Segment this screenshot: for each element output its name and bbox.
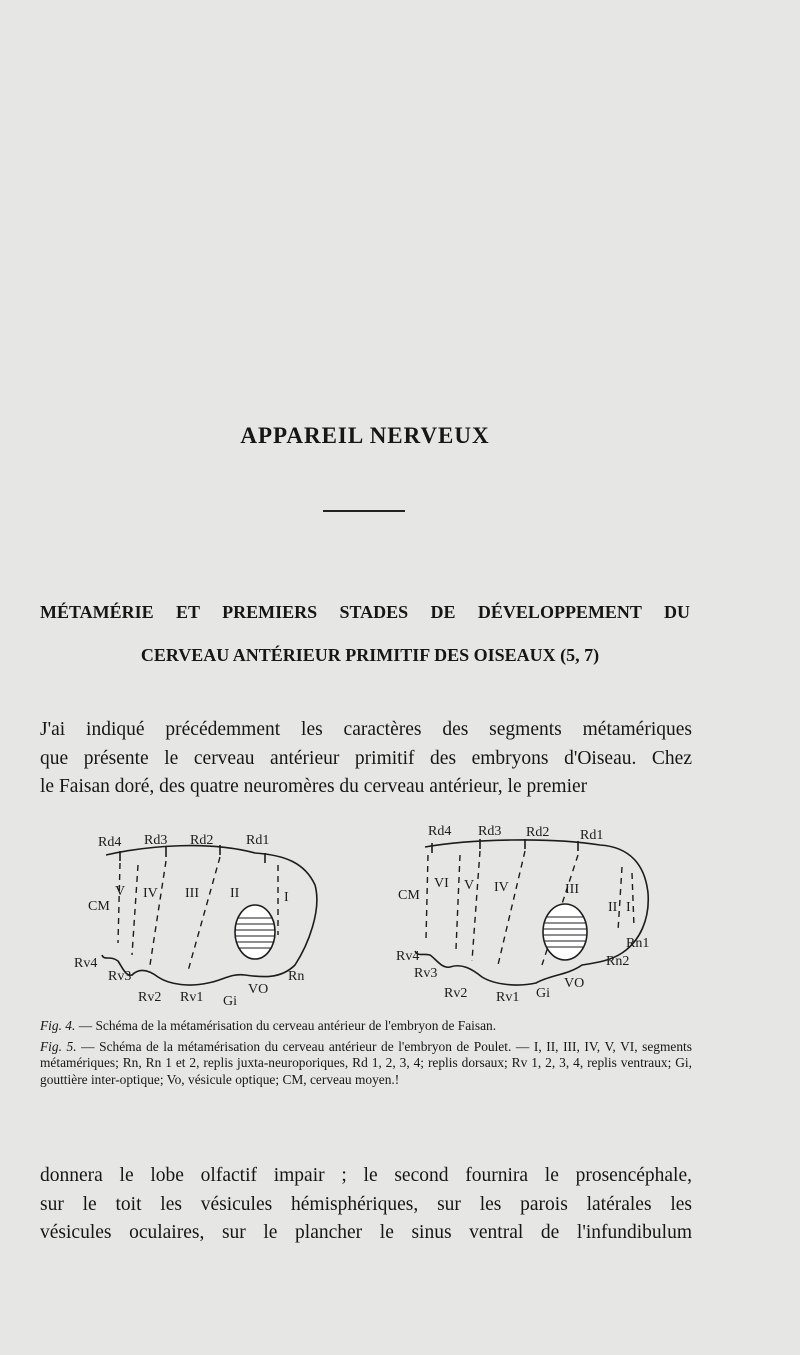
fig5-label-iv: IV bbox=[494, 880, 509, 895]
section-title-line-2: CERVEAU ANTÉRIEUR PRIMITIF DES OISEAUX (5, 7) bbox=[140, 645, 600, 665]
caption-fig-4 bbox=[40, 1018, 692, 1035]
fig4-label-rv1: Rv1 bbox=[180, 990, 204, 1005]
fig5-label-v: V bbox=[464, 878, 475, 893]
fig4-label-rd4: Rd4 bbox=[98, 835, 122, 850]
fig4-label-iii: III bbox=[185, 886, 199, 901]
fig5-label-rv2: Rv2 bbox=[444, 986, 468, 1001]
text-line: vésicules oculaires, sur le plancher le sinus ventral de l'infundibulum bbox=[40, 1222, 692, 1243]
fig5-label-gi: Gi bbox=[536, 986, 550, 1001]
fig4-label-rd2: Rd2 bbox=[190, 833, 214, 848]
fig5-label-rn1: Rn1 bbox=[626, 936, 650, 951]
text-line: que présente le cerveau antérieur primitif des embryons d'Oiseau. Chez bbox=[40, 747, 692, 769]
fig5-label-rd2: Rd2 bbox=[526, 825, 550, 840]
text-line: sur le toit les vésicules hémisphériques, sur les parois latérales les bbox=[40, 1193, 692, 1215]
fig4-label-rv3: Rv3 bbox=[108, 969, 132, 984]
paragraph-after-figures bbox=[40, 1162, 692, 1248]
fig4-label-gi: Gi bbox=[223, 994, 237, 1009]
fig5-label-rn2: Rn2 bbox=[606, 954, 630, 969]
fig5-label-ii: II bbox=[608, 900, 618, 915]
fig5-label-cm: CM bbox=[398, 888, 420, 903]
caption-fig-4-label: Fig. 4. bbox=[40, 1018, 76, 1033]
chapter-title: APPAREIL NERVEUX bbox=[240, 423, 490, 448]
fig4-label-rv4: Rv4 bbox=[74, 956, 98, 971]
fig5-label-i: I bbox=[626, 900, 631, 915]
fig5-label-rv3: Rv3 bbox=[414, 966, 438, 981]
fig4-label-v: V bbox=[115, 884, 126, 899]
fig5-label-vo: VO bbox=[564, 976, 585, 991]
fig4-label-rn: Rn bbox=[288, 969, 305, 984]
fig4-label-rd1: Rd1 bbox=[246, 833, 270, 848]
text-line: J'ai indiqué précédemment les caractères des segments métamériques bbox=[40, 719, 692, 740]
fig4-label-rv2: Rv2 bbox=[138, 990, 162, 1005]
figures-4-5 bbox=[70, 815, 670, 1020]
caption-fig-5-label: Fig. 5. bbox=[40, 1038, 77, 1054]
fig5-label-rd4: Rd4 bbox=[428, 824, 452, 839]
fig5-label-vi: VI bbox=[434, 876, 449, 891]
fig4-label-i: I bbox=[284, 890, 289, 905]
fig5-label-rv4: Rv4 bbox=[396, 949, 420, 964]
caption-fig-5 bbox=[40, 1039, 692, 1089]
figure-5-labels bbox=[396, 824, 649, 1005]
fig5-label-rv1: Rv1 bbox=[496, 990, 520, 1005]
fig4-label-vo: VO bbox=[248, 982, 269, 997]
caption-fig-4-text: — Schéma de la métamérisation du cerveau antérieur de l'embryon de Faisan. bbox=[78, 1018, 497, 1033]
fig5-label-iii: III bbox=[565, 882, 579, 897]
title-rule bbox=[323, 510, 405, 512]
fig4-label-ii: II bbox=[230, 886, 240, 901]
fig4-label-iv: IV bbox=[143, 886, 158, 901]
figure-captions bbox=[40, 1018, 692, 1092]
text-line: donnera le lobe olfactif impair ; le second fournira le prosencéphale, bbox=[40, 1165, 692, 1186]
text-line: le Faisan doré, des quatre neuromères du cerveau antérieur, le premier bbox=[40, 776, 588, 797]
fig5-label-rd3: Rd3 bbox=[478, 824, 502, 839]
section-title-line-1: MÉTAMÉRIE ET PREMIERS STADES DE DÉVELOPPEMENT DU bbox=[40, 602, 690, 622]
fig4-label-cm: CM bbox=[88, 899, 110, 914]
fig4-label-rd3: Rd3 bbox=[144, 833, 168, 848]
figure-4-diagram bbox=[102, 845, 317, 985]
caption-fig-5-text: — Schéma de la métamérisation du cerveau antérieur de l'embryon de Poulet. — I, II, III, IV, V, VI, segments métamériques; Rn, Rn 1 et 2, replis juxta-neuroporiques, Rd 1, 2, 3, 4; replis dorsaux; Rv 1, 2, 3, 4, replis ventraux; Gi, gouttière inter-optique; Vo, vésicule optique; CM, cerveau moyen.! bbox=[40, 1038, 692, 1087]
paragraph-before-figures bbox=[40, 716, 692, 802]
fig5-label-rd1: Rd1 bbox=[580, 828, 604, 843]
